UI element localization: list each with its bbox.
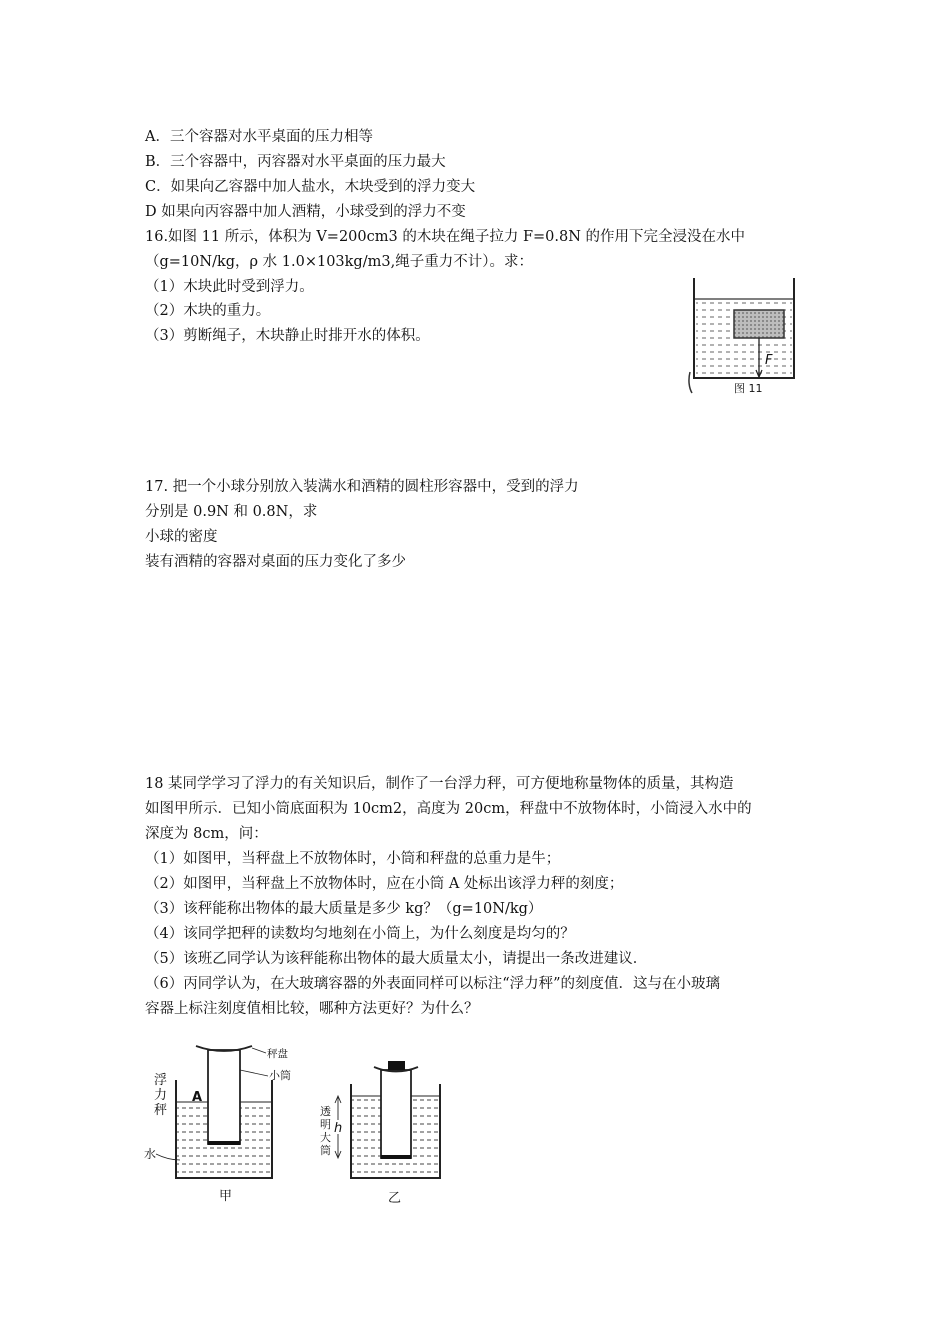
yi-small-tube [381,1070,411,1158]
label-scale-3: 秤 [154,1103,168,1118]
q15-option-c: C．如果向乙容器中加人盐水，木块受到的浮力变大 [145,179,476,195]
q17-line-3: 小球的密度 [145,529,218,545]
q18-part-4: （4）该同学把秤的读数均匀地刻在小筒上，为什么刻度是均匀的？ [145,926,575,942]
caption-yi: 乙 [388,1191,402,1206]
q15-option-d: D 如果向丙容器中加人酒精，小球受到的浮力不变 [145,204,466,220]
figure-yi [320,1061,440,1206]
label-scale-1: 浮 [154,1073,168,1088]
q18-part-6: （6）丙同学认为，在大玻璃容器的外表面同样可以标注“浮力秤”的刻度值．这与在小玻璃 [145,976,721,992]
yi-tube-bottom [381,1155,411,1159]
figure-11 [686,272,804,398]
q18-part-6-cont: 容器上标注刻度值相比较，哪种方法更好？为什么？ [145,1001,479,1017]
yi-object-on-pan [388,1061,405,1070]
label-h: h [334,1121,343,1136]
q18-part-5: （5）该班乙同学认为该秤能称出物体的最大质量太小，请提出一条改进建议． [145,951,648,967]
jia-scale-pan [196,1046,252,1051]
label-tube: 小筒 [269,1069,291,1082]
q16-part-3: （3）剪断绳子，木块静止时排开水的体积。 [145,328,430,344]
q18-part-3: （3）该秤能称出物体的最大质量是多少 kg？（g=10N/kg） [145,901,543,917]
q18-line-2: 如图甲所示．已知小筒底面积为 10cm2，高度为 20cm，秤盘中不放物体时，小筒浸入水中的 [145,801,752,817]
jia-small-tube [208,1050,240,1144]
q16-stem: 16.如图 11 所示，体积为 V=200cm3 的木块在绳子拉力 F=0.8N 的作用下完全浸没在水中 [145,229,746,245]
figure-jia [144,1046,291,1204]
q16-given: （g=10N/kg，ρ 水 1.0×103kg/m3,绳子重力不计）。求： [145,254,533,270]
label-big-1: 透 [320,1105,331,1118]
q15-option-a: A．三个容器对水平桌面的压力相等 [145,129,373,145]
q18-line-1: 18 某同学学习了浮力的有关知识后，制作了一台浮力秤，可方便地称量物体的质量，其构造 [145,776,734,792]
q18-part-2: （2）如图甲，当秤盘上不放物体时，应在小筒 A 处标出该浮力秤的刻度； [145,876,624,892]
pan-leader [252,1048,266,1053]
buoyancy-scale-figure [140,1040,450,1210]
tube-leader [240,1070,268,1076]
q17-line-2: 分别是 0.9N 和 0.8N，求 [145,504,318,520]
label-pan: 秤盘 [267,1048,288,1060]
label-big-2: 明 [320,1118,331,1131]
label-big-4: 筒 [320,1144,331,1157]
q15-option-b: B．三个容器中，丙容器对水平桌面的压力最大 [145,154,446,170]
q18-line-3: 深度为 8cm，问： [145,826,268,842]
q18-part-1: （1）如图甲，当秤盘上不放物体时，小筒和秤盘的总重力是牛； [145,851,561,867]
scan-mark [689,372,692,393]
force-label: F [765,353,773,368]
figure-11-caption: 图 11 [734,382,763,395]
label-scale-2: 力 [154,1088,168,1103]
q16-part-1: （1）木块此时受到浮力。 [145,279,314,295]
caption-jia: 甲 [219,1189,233,1204]
jia-tube-bottom [208,1141,240,1145]
wood-block [734,310,784,338]
q17-line-1: 17. 把一个小球分别放入装满水和酒精的圆柱形容器中，受到的浮力 [145,479,579,495]
q17-line-4: 装有酒精的容器对桌面的压力变化了多少 [145,554,406,570]
label-A: A [192,1090,203,1105]
q16-part-2: （2）木块的重力。 [145,303,271,319]
label-water: 水 [144,1147,157,1161]
label-big-3: 大 [320,1131,331,1144]
